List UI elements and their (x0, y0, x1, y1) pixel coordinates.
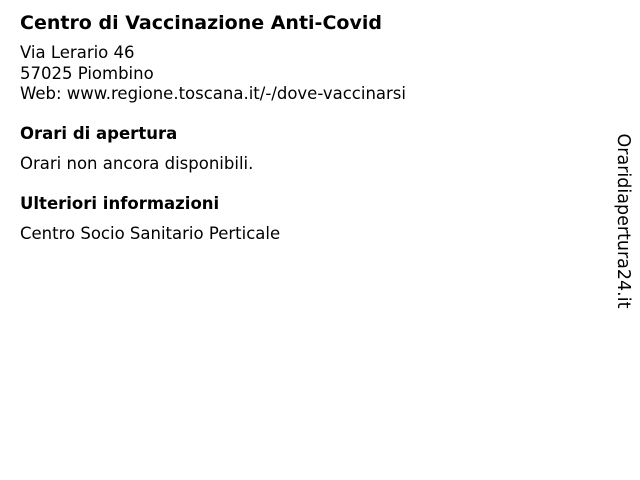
website-line: Web: www.regione.toscana.it/-/dove-vaccinarsi (20, 84, 406, 103)
address-city: 57025 Piombino (20, 63, 154, 83)
more-info-text: Centro Socio Sanitario Perticale (20, 224, 281, 243)
address-block (20, 43, 406, 105)
site-watermark: Oraridiapertura24.it (613, 133, 633, 309)
page-title: Centro di Vaccinazione Anti-Covid (20, 12, 382, 34)
opening-hours-text: Orari non ancora disponibili. (20, 154, 254, 173)
more-info-heading: Ulteriori informazioni (20, 194, 220, 213)
address-street: Via Lerario 46 (20, 43, 135, 62)
opening-hours-heading: Orari di apertura (20, 124, 178, 143)
